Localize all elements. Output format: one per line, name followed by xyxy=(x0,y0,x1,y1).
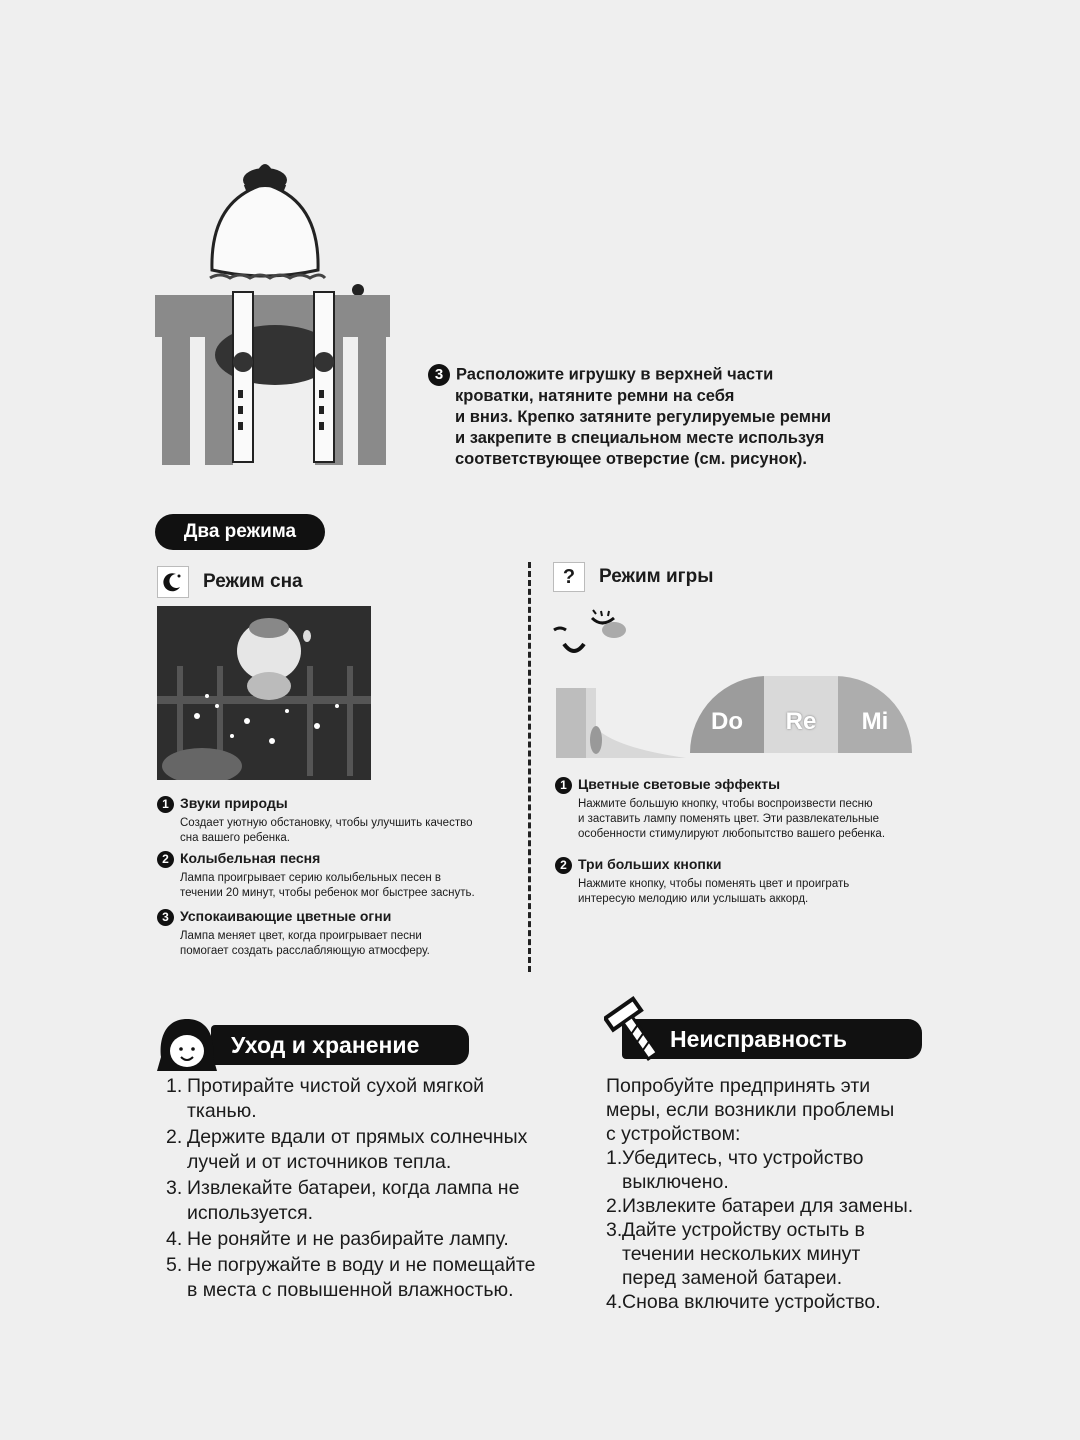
play-mode-header xyxy=(553,562,713,592)
play-feature-2-desc-2: интересую мелодию или услышать аккорд. xyxy=(578,892,809,905)
sleep-feature-2 xyxy=(157,850,527,901)
lamp-base-illustration xyxy=(556,688,686,758)
list-item: 2. Извлеките батареи для замены. xyxy=(606,1195,914,1217)
sleep-feature-1-title: Звуки природы xyxy=(180,795,288,811)
sleep-feature-2-desc-2: течении 20 минут, чтобы ребенок мог быстрее заснуть. xyxy=(180,886,475,899)
feature-number-badge: 2 xyxy=(555,857,572,874)
moon-icon xyxy=(157,566,189,598)
play-feature-1-desc-1: Нажмите большую кнопку, чтобы воспроизвести песню xyxy=(578,797,873,810)
sleep-feature-3-desc-2: помогает создать расслабляющую атмосферу. xyxy=(180,944,430,957)
feature-number-badge: 1 xyxy=(157,796,174,813)
trouble-intro-2: меры, если возникли проблемы xyxy=(606,1099,895,1121)
feature-number-badge: 1 xyxy=(555,777,572,794)
crib-mount-illustration xyxy=(150,160,395,470)
trouble-intro-3: с устройством: xyxy=(606,1123,741,1145)
list-item: 1. Убедитесь, что устройство выключено. xyxy=(606,1147,864,1193)
step-3-line-4: и закрепите в специальном месте используя xyxy=(455,429,825,447)
care-title: Уход и хранение xyxy=(211,1025,469,1065)
trouble-banner xyxy=(604,995,904,1065)
sleep-feature-1-desc-1: Создает уютную обстановку, чтобы улучшить качество xyxy=(180,816,473,829)
column-divider xyxy=(528,562,531,972)
step-3-line-2: кроватки, натяните ремни на себя xyxy=(455,387,735,405)
step-3-line-1: Расположите игрушку в верхней части xyxy=(456,365,774,384)
mi-button[interactable]: Mi xyxy=(838,676,912,753)
two-modes-header: Два режима xyxy=(155,514,325,550)
sleep-feature-2-title: Колыбельная песня xyxy=(180,850,321,866)
re-button[interactable]: Re xyxy=(764,676,838,753)
hammer-icon xyxy=(604,995,674,1065)
play-feature-1-desc-3: особенности стимулируют любопытство вашего ребенка. xyxy=(578,827,886,840)
play-feature-2 xyxy=(555,856,935,907)
play-feature-1 xyxy=(555,776,935,842)
care-list xyxy=(166,1074,566,1304)
feature-number-badge: 2 xyxy=(157,851,174,868)
list-item: 3. Извлекайте батареи, когда лампа не используется. xyxy=(166,1177,520,1224)
sleep-feature-1 xyxy=(157,795,517,846)
sleep-feature-3 xyxy=(157,908,517,959)
sleep-feature-1-desc-2: сна вашего ребенка. xyxy=(180,831,290,844)
sleep-mode-photo xyxy=(157,606,371,780)
sleep-feature-3-desc-1: Лампа меняет цвет, когда проигрывает песни xyxy=(180,929,422,942)
list-item: 1. Протирайте чистой сухой мягкой тканью. xyxy=(166,1075,485,1122)
feature-number-badge: 3 xyxy=(157,909,174,926)
do-button[interactable]: Do xyxy=(690,676,764,753)
list-item: 3. Дайте устройству остыть в течении нескольких минут перед заменой батареи. xyxy=(606,1219,865,1289)
play-mode-title: Режим игры xyxy=(599,566,714,587)
play-face-illustration xyxy=(552,600,632,662)
sleep-feature-2-desc-1: Лампа проигрывает серию колыбельных песен в xyxy=(180,871,442,884)
play-feature-1-desc-2: и заставить лампу поменять цвет. Эти развлекательные xyxy=(578,812,879,825)
trouble-intro-1: Попробуйте предпринять эти xyxy=(606,1075,871,1097)
sleep-mode-header xyxy=(157,566,303,598)
step-3-line-5: соответствующее отверстие (см. рисунок). xyxy=(455,450,807,468)
play-feature-2-title: Три больших кнопки xyxy=(578,856,722,872)
sleep-mode-title: Режим сна xyxy=(203,571,303,592)
play-feature-1-title: Цветные световые эффекты xyxy=(578,776,781,792)
list-item: 5. Не погружайте в воду и не помещайте в места с повышенной влажностью. xyxy=(166,1254,536,1301)
do-re-mi-buttons xyxy=(690,676,912,753)
care-banner xyxy=(155,1017,469,1073)
step-number-badge: 3 xyxy=(428,364,450,386)
list-item: 2. Держите вдали от прямых солнечных лучей и от источников тепла. xyxy=(166,1126,528,1173)
step-3-line-3: и вниз. Крепко затяните регулируемые ремни xyxy=(455,408,832,426)
sleep-feature-3-title: Успокаивающие цветные огни xyxy=(180,908,392,924)
play-feature-2-desc-1: Нажмите кнопку, чтобы поменять цвет и проиграть xyxy=(578,877,850,890)
trouble-title: Неисправность xyxy=(622,1019,922,1059)
question-icon: ? xyxy=(553,562,585,592)
list-item: 4. Снова включите устройство. xyxy=(606,1291,881,1313)
list-item: 4. Не роняйте и не разбирайте лампу. xyxy=(166,1228,509,1250)
step-3-instructions xyxy=(428,364,888,470)
girl-face-icon xyxy=(155,1017,219,1073)
trouble-list xyxy=(606,1074,966,1314)
